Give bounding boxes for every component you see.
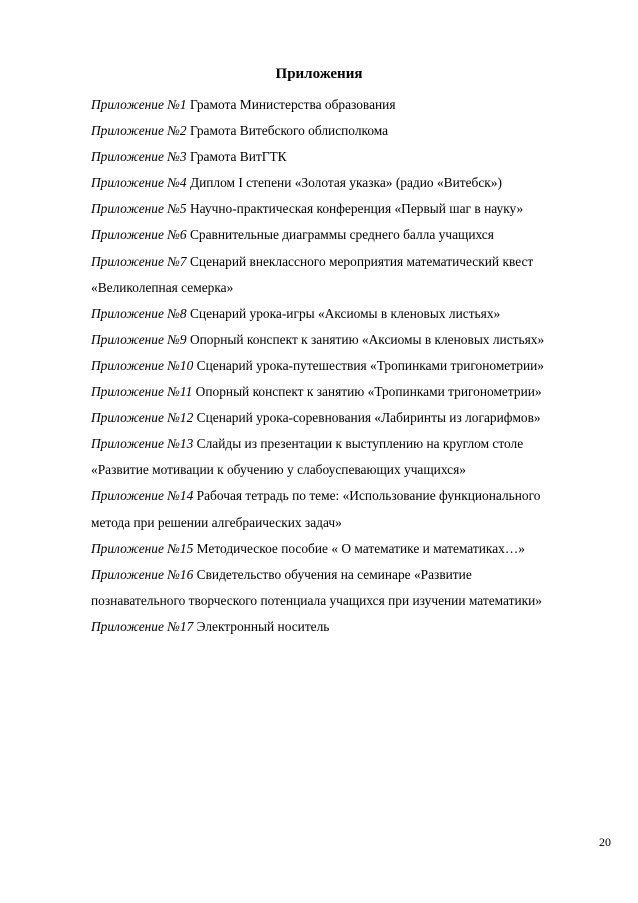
appendix-title: Сравнительные диаграммы среднего балла учащихся <box>189 227 494 243</box>
appendix-title: Научно-практическая конференция «Первый шаг в науку» <box>189 201 524 217</box>
appendix-entry-13-continuation <box>91 457 621 483</box>
appendix-title: Слайды из презентации к выступлению на круглом столе <box>196 436 524 452</box>
appendix-title: Грамота Витебского облисполкома <box>189 123 389 139</box>
appendix-entry-13 <box>91 431 621 457</box>
appendix-number: Приложение №10 <box>91 357 194 373</box>
appendix-number: Приложение №6 <box>91 227 187 243</box>
appendix-entry-11 <box>91 379 621 405</box>
appendix-entry-8 <box>91 301 621 327</box>
appendix-entry-4 <box>91 170 621 196</box>
appendix-entry-3 <box>91 144 621 170</box>
appendix-title-continuation: «Великолепная семерка» <box>91 279 234 295</box>
appendix-entry-16-continuation <box>91 588 621 614</box>
appendix-number: Приложение №16 <box>91 566 194 582</box>
appendix-entry-17 <box>91 614 621 640</box>
appendix-entry-1 <box>91 92 621 118</box>
appendix-number: Приложение №12 <box>91 410 194 426</box>
appendix-entry-6 <box>91 222 621 248</box>
appendix-title: Сценарий урока-путешествия «Тропинками тригонометрии» <box>196 357 544 373</box>
appendix-title: Электронный носитель <box>196 618 330 634</box>
page-number: 20 <box>599 835 611 849</box>
appendix-number: Приложение №15 <box>91 540 194 556</box>
appendix-number: Приложение №5 <box>91 201 187 217</box>
appendix-title-continuation: метода при решении алгебраических задач» <box>91 514 342 530</box>
appendix-number: Приложение №8 <box>91 305 187 321</box>
appendix-title: Опорный конспект к занятию «Аксиомы в кленовых листьях» <box>189 331 545 347</box>
appendix-entry-14-continuation <box>91 510 621 536</box>
appendix-number: Приложение №1 <box>91 97 187 112</box>
appendix-entry-7 <box>91 249 621 275</box>
appendix-number: Приложение №9 <box>91 331 187 347</box>
appendix-list <box>91 92 621 640</box>
appendix-title: Свидетельство обучения на семинаре «Развитие <box>196 566 472 582</box>
appendix-entry-16 <box>91 562 621 588</box>
appendix-number: Приложение №2 <box>91 123 187 139</box>
appendix-title: Опорный конспект к занятию «Тропинками тригонометрии» <box>195 384 542 400</box>
appendix-title: Грамота Министерства образования <box>189 97 396 112</box>
appendix-title: Диплом I степени «Золотая указка» (радио «Витебск») <box>189 175 502 191</box>
appendix-title: Методическое пособие « О математике и математиках…» <box>196 540 525 556</box>
appendix-number: Приложение №13 <box>91 436 194 452</box>
appendix-number: Приложение №3 <box>91 149 187 165</box>
appendix-number: Приложение №4 <box>91 175 187 191</box>
appendix-entry-15 <box>91 536 621 562</box>
appendix-number: Приложение №17 <box>91 618 194 634</box>
appendix-entry-12 <box>91 405 621 431</box>
appendix-entry-10 <box>91 353 621 379</box>
appendix-title-continuation: познавательного творческого потенциала учащихся при изучении математики» <box>91 592 542 608</box>
appendix-title: Рабочая тетрадь по теме: «Использование функционального <box>196 488 541 504</box>
appendix-title: Сценарий урока-игры «Аксиомы в кленовых листьях» <box>189 305 501 321</box>
appendix-entry-2 <box>91 118 621 144</box>
appendix-title: Сценарий урока-соревнования «Лабиринты из логарифмов» <box>196 410 541 426</box>
page-title: Приложения <box>275 66 363 82</box>
appendix-title: Сценарий внеклассного мероприятия математический квест <box>189 253 534 269</box>
appendix-entry-5 <box>91 196 621 222</box>
appendix-number: Приложение №11 <box>91 384 193 400</box>
appendix-title-continuation: «Развитие мотивации к обучению у слабоуспевающих учащихся» <box>91 462 466 478</box>
appendix-entry-14 <box>91 483 621 509</box>
appendix-title: Грамота ВитГТК <box>189 149 287 165</box>
appendix-number: Приложение №7 <box>91 253 187 269</box>
appendix-entry-7-continuation <box>91 275 621 301</box>
appendix-number: Приложение №14 <box>91 488 194 504</box>
appendix-entry-9 <box>91 327 621 353</box>
